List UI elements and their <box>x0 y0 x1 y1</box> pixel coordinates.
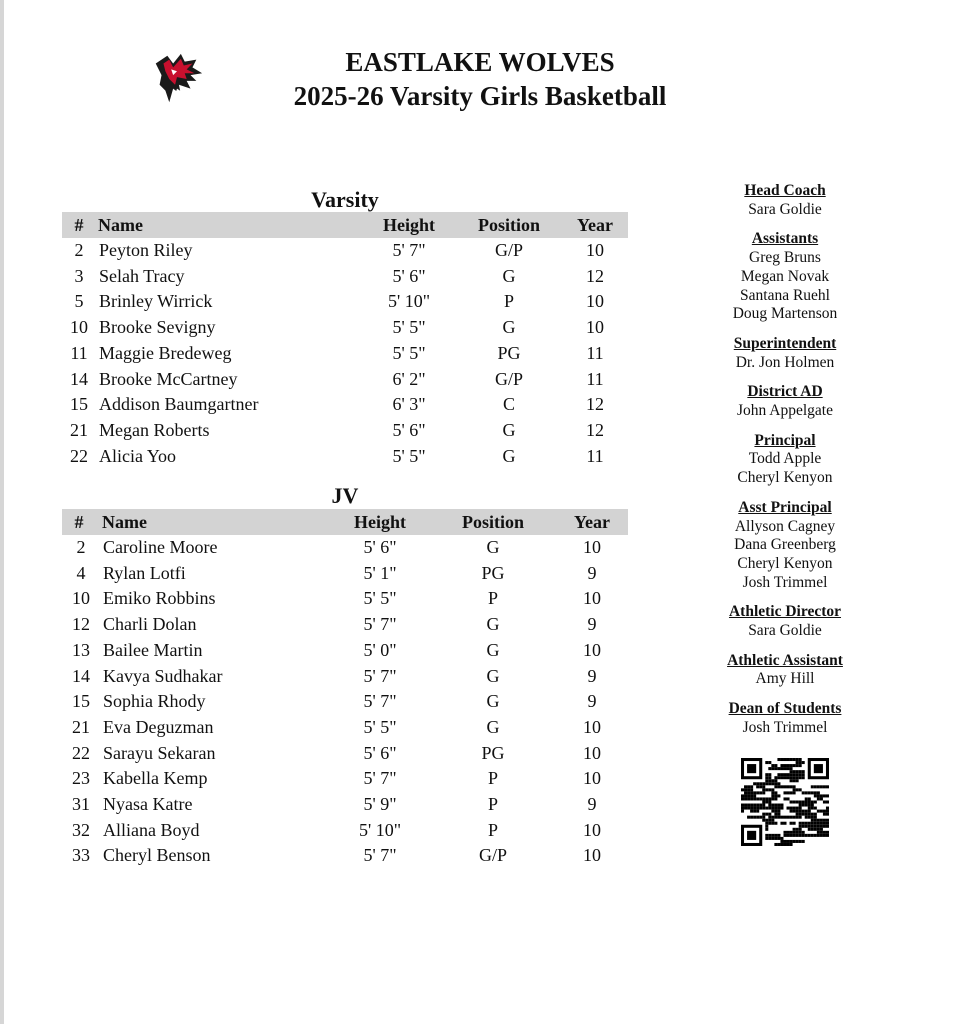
player-num: 15 <box>72 691 90 712</box>
player-position: G <box>486 691 500 712</box>
staff-name: Greg Bruns <box>749 249 821 267</box>
staff-role-heading: Principal <box>754 431 816 449</box>
wolf-logo-icon <box>148 50 206 108</box>
table-row <box>62 766 628 792</box>
staff-group <box>700 335 870 372</box>
player-height: 6' 3" <box>392 394 426 415</box>
staff-name: John Appelgate <box>737 402 833 420</box>
column-header: Position <box>461 512 524 532</box>
staff-role-heading: Athletic Assistant <box>727 651 843 669</box>
school-title: EASTLAKE WOLVES <box>345 47 615 77</box>
player-name: Sophia Rhody <box>103 691 206 712</box>
player-year: 12 <box>586 265 604 286</box>
jv-section-title: JV <box>331 483 359 508</box>
player-num: 2 <box>74 240 84 260</box>
table-row <box>62 843 628 869</box>
player-name: Sarayu Sekaran <box>103 742 216 763</box>
player-position: G <box>486 716 500 737</box>
staff-name: Megan Novak <box>740 267 830 285</box>
column-header: Year <box>577 215 613 235</box>
staff-role-heading: Superintendent <box>733 334 837 352</box>
player-num: 31 <box>72 794 90 814</box>
player-height: 5' 7" <box>363 691 397 712</box>
player-height: 5' 5" <box>392 445 426 466</box>
player-name: Megan Roberts <box>99 419 210 440</box>
player-position: P <box>487 819 498 840</box>
player-height: 5' 1" <box>363 562 397 583</box>
player-year: 9 <box>587 794 597 814</box>
player-name: Maggie Bredeweg <box>99 342 232 363</box>
player-year: 10 <box>583 537 601 557</box>
player-num: 23 <box>72 768 90 789</box>
player-name: Peyton Riley <box>99 240 193 260</box>
staff-role-heading: District AD <box>747 383 823 401</box>
player-year: 10 <box>586 240 604 260</box>
jv-table-header <box>62 509 628 535</box>
page-edge <box>0 0 4 1024</box>
staff-directory <box>700 182 870 749</box>
player-name: Caroline Moore <box>103 537 218 557</box>
player-year: 11 <box>586 445 604 466</box>
player-position: P <box>487 768 498 789</box>
player-year: 10 <box>586 317 604 338</box>
player-position: G <box>502 445 516 466</box>
player-name: Nyasa Katre <box>103 794 193 814</box>
player-num: 22 <box>72 742 90 763</box>
player-position: G <box>502 317 516 338</box>
staff-role-heading: Asst Principal <box>738 498 832 516</box>
staff-group <box>700 499 870 593</box>
player-num: 33 <box>72 845 90 866</box>
player-position: G/P <box>494 368 523 389</box>
player-position: P <box>503 291 514 312</box>
player-name: Addison Baumgartner <box>99 394 259 415</box>
player-position: G <box>502 265 516 286</box>
staff-name: Cheryl Kenyon <box>737 554 833 572</box>
player-height: 5' 5" <box>392 317 426 338</box>
player-height: 6' 2" <box>392 368 426 389</box>
table-row <box>62 715 628 741</box>
qr-code-icon <box>741 758 829 846</box>
player-num: 3 <box>74 265 84 286</box>
player-position: G <box>486 665 500 686</box>
player-year: 10 <box>583 819 601 840</box>
staff-name: Santana Ruehl <box>740 286 830 304</box>
player-num: 11 <box>70 342 88 363</box>
player-height: 5' 7" <box>363 845 397 866</box>
player-year: 10 <box>586 291 604 312</box>
player-position: G <box>486 537 500 557</box>
player-year: 10 <box>583 716 601 737</box>
table-row <box>62 664 628 690</box>
column-header: Height <box>354 512 406 532</box>
player-height: 5' 6" <box>363 537 397 557</box>
table-row <box>62 418 628 444</box>
staff-group <box>700 230 870 324</box>
varsity-section-title: Varsity <box>311 187 379 212</box>
player-num: 4 <box>76 562 86 583</box>
player-position: G <box>502 419 516 440</box>
player-height: 5' 6" <box>392 419 426 440</box>
player-name: Brooke Sevigny <box>99 317 216 338</box>
player-height: 5' 7" <box>363 614 397 635</box>
staff-role-heading: Athletic Director <box>728 603 842 621</box>
table-row <box>62 612 628 638</box>
player-name: Charli Dolan <box>103 614 197 635</box>
player-num: 21 <box>70 419 88 440</box>
player-num: 2 <box>76 537 86 557</box>
player-position: G <box>486 639 500 660</box>
staff-group <box>700 383 870 420</box>
player-year: 10 <box>583 742 601 763</box>
season-subtitle: 2025-26 Varsity Girls Basketball <box>293 81 667 111</box>
player-height: 5' 5" <box>363 588 397 609</box>
player-name: Rylan Lotfi <box>103 562 186 583</box>
player-height: 5' 10" <box>387 291 431 312</box>
player-name: Cheryl Benson <box>103 845 211 866</box>
staff-name: Josh Trimmel <box>742 573 828 591</box>
table-row <box>62 741 628 767</box>
player-year: 12 <box>586 419 604 440</box>
player-position: G <box>486 614 500 635</box>
table-row <box>62 315 628 341</box>
table-row <box>62 238 628 264</box>
player-year: 9 <box>587 562 597 583</box>
column-header: # <box>74 512 84 532</box>
column-header: Position <box>477 215 540 235</box>
player-height: 5' 6" <box>392 265 426 286</box>
player-name: Brinley Wirrick <box>99 291 213 312</box>
staff-name: Dr. Jon Holmen <box>735 353 835 371</box>
table-row <box>62 341 628 367</box>
player-num: 32 <box>72 819 90 840</box>
varsity-table-header <box>62 212 628 238</box>
staff-group <box>700 652 870 689</box>
player-num: 13 <box>72 639 90 660</box>
staff-name: Allyson Cagney <box>734 517 836 535</box>
staff-name: Sara Goldie <box>748 200 822 218</box>
player-position: PG <box>497 342 521 363</box>
player-height: 5' 6" <box>363 742 397 763</box>
player-name: Alicia Yoo <box>99 445 177 466</box>
player-name: Emiko Robbins <box>103 588 216 609</box>
player-num: 10 <box>70 317 88 338</box>
staff-group <box>700 700 870 737</box>
player-year: 11 <box>586 368 604 389</box>
player-height: 5' 5" <box>363 716 397 737</box>
table-row <box>62 264 628 290</box>
player-num: 21 <box>72 716 90 737</box>
table-row <box>62 638 628 664</box>
player-year: 10 <box>583 845 601 866</box>
player-name: Eva Deguzman <box>103 716 214 737</box>
player-year: 11 <box>586 342 604 363</box>
column-header: Name <box>98 215 143 235</box>
staff-role-heading: Head Coach <box>744 182 826 199</box>
staff-role-heading: Dean of Students <box>728 700 842 718</box>
staff-name: Cheryl Kenyon <box>737 469 833 487</box>
player-position: PG <box>481 742 505 763</box>
player-name: Alliana Boyd <box>103 819 200 840</box>
player-year: 10 <box>583 768 601 789</box>
player-name: Brooke McCartney <box>99 368 238 389</box>
column-header: Height <box>383 215 435 235</box>
player-num: 14 <box>70 368 88 389</box>
table-row <box>62 586 628 612</box>
staff-group <box>700 432 870 488</box>
player-position: G/P <box>494 240 523 260</box>
table-row <box>62 818 628 844</box>
table-row <box>62 689 628 715</box>
player-num: 15 <box>70 394 88 415</box>
player-height: 5' 5" <box>392 342 426 363</box>
player-num: 10 <box>72 588 90 609</box>
player-year: 12 <box>586 394 604 415</box>
column-header: # <box>74 215 84 235</box>
player-height: 5' 7" <box>363 665 397 686</box>
player-year: 9 <box>587 614 597 635</box>
player-num: 5 <box>74 291 84 312</box>
column-header: Year <box>574 512 610 532</box>
player-num: 22 <box>70 445 88 466</box>
staff-name: Amy Hill <box>755 670 815 688</box>
player-year: 10 <box>583 588 601 609</box>
player-height: 5' 0" <box>363 639 397 660</box>
player-position: P <box>487 588 498 609</box>
player-num: 14 <box>72 665 90 686</box>
staff-name: Todd Apple <box>748 450 822 468</box>
player-name: Bailee Martin <box>103 639 203 660</box>
table-row <box>62 561 628 587</box>
table-row <box>62 535 628 561</box>
player-position: G/P <box>478 845 507 866</box>
player-year: 9 <box>587 691 597 712</box>
table-row <box>62 444 628 470</box>
player-height: 5' 7" <box>392 240 426 260</box>
player-position: P <box>487 794 498 814</box>
staff-name: Josh Trimmel <box>742 718 828 736</box>
staff-group <box>700 182 870 219</box>
staff-role-heading: Assistants <box>751 230 819 248</box>
player-year: 10 <box>583 639 601 660</box>
table-row <box>62 392 628 418</box>
player-height: 5' 7" <box>363 768 397 789</box>
player-position: PG <box>481 562 505 583</box>
player-name: Selah Tracy <box>99 265 185 286</box>
staff-name: Sara Goldie <box>748 622 822 640</box>
table-row <box>62 367 628 393</box>
player-num: 12 <box>72 614 90 635</box>
player-height: 5' 10" <box>358 819 402 840</box>
table-row <box>62 792 628 818</box>
player-name: Kavya Sudhakar <box>103 665 223 686</box>
player-height: 5' 9" <box>363 794 397 814</box>
player-name: Kabella Kemp <box>103 768 208 789</box>
staff-group <box>700 603 870 640</box>
staff-name: Doug Martenson <box>732 305 838 323</box>
player-position: C <box>502 394 515 415</box>
table-row <box>62 289 628 315</box>
staff-name: Dana Greenberg <box>734 536 836 554</box>
player-year: 9 <box>587 665 597 686</box>
column-header: Name <box>102 512 147 532</box>
